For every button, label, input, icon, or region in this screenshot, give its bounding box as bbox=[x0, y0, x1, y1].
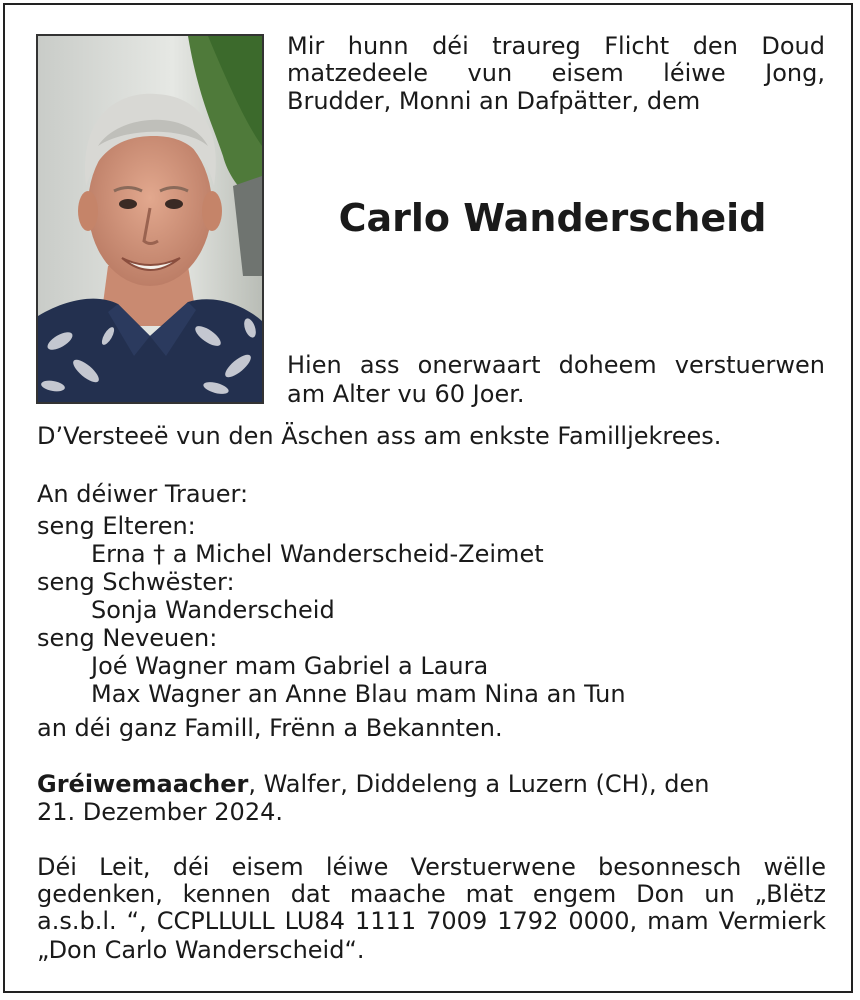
deceased-name: Carlo Wanderscheid bbox=[338, 196, 767, 240]
death-notice-line-2: am Alter vu 60 Joer. bbox=[287, 380, 525, 408]
intro-line-2: matzedeele vun eisem léiwe Jong, bbox=[287, 59, 825, 87]
nephews-label: seng Neveuen: bbox=[37, 624, 218, 652]
mourners-closing: an déi ganz Famill, Frënn a Bekannten. bbox=[37, 714, 503, 742]
donation-line-1: Déi Leit, déi eisem léiwe Verstuerwene besonnesch wëlle bbox=[37, 853, 826, 881]
nephew-line-2: Max Wagner an Anne Blau mam Nina an Tun bbox=[91, 680, 626, 708]
nephew-line-1: Joé Wagner mam Gabriel a Laura bbox=[91, 652, 489, 680]
burial-note: D’Versteeë vun den Äschen ass am enkste Familljekrees. bbox=[37, 422, 722, 450]
parents-names: Erna † a Michel Wanderscheid-Zeimet bbox=[91, 540, 544, 568]
donation-line-2: gedenken, kennen dat maache mat engem Don un „Blëtz bbox=[37, 880, 826, 908]
sister-label: seng Schwëster: bbox=[37, 568, 235, 596]
place-town: Gréiwemaacher bbox=[37, 770, 249, 798]
sister-name: Sonja Wanderscheid bbox=[91, 596, 335, 624]
parents-label: seng Elteren: bbox=[37, 512, 196, 540]
donation-line-4: „Don Carlo Wanderscheid“. bbox=[37, 936, 365, 964]
place-line bbox=[37, 770, 710, 798]
portrait-illustration bbox=[38, 36, 262, 402]
donation-line-3: a.s.b.l. “, CCPLLULL LU84 1111 7009 1792 0000, mam Vermierk bbox=[37, 907, 826, 935]
intro-line-1: Mir hunn déi traureg Flicht den Doud bbox=[287, 32, 825, 60]
death-notice-line-1: Hien ass onerwaart doheem verstuerwen bbox=[287, 351, 825, 379]
mourners-heading: An déiwer Trauer: bbox=[37, 480, 249, 508]
place-rest: , Walfer, Diddeleng a Luzern (CH), den bbox=[248, 770, 710, 798]
intro-line-3: Brudder, Monni an Dafpätter, dem bbox=[287, 87, 701, 115]
portrait-photo bbox=[36, 34, 264, 404]
notice-date: 21. Dezember 2024. bbox=[37, 798, 283, 826]
